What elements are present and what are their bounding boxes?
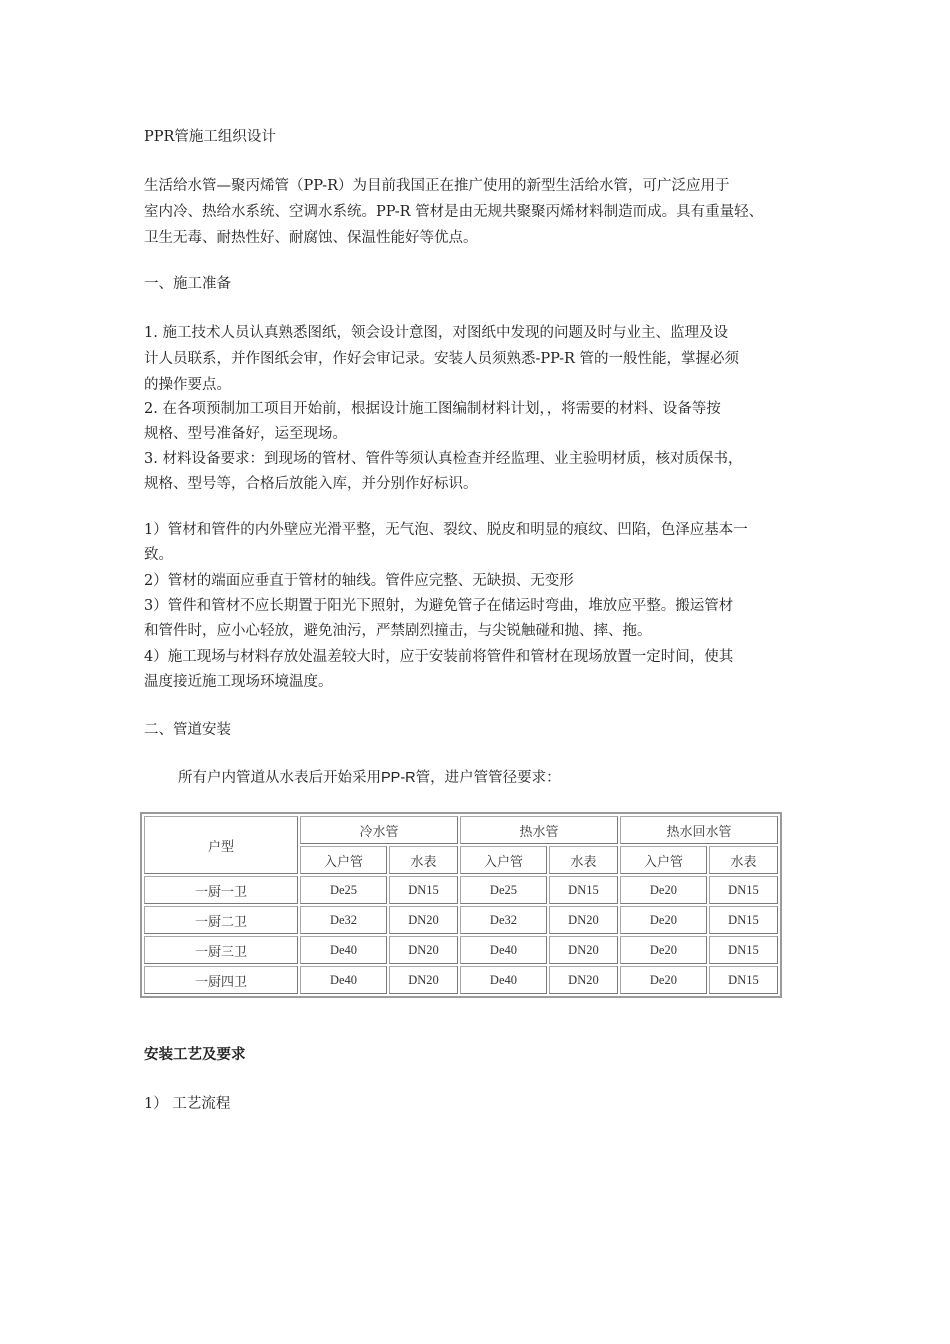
material-req-line: 温度接近施工现场环境温度。 xyxy=(144,674,333,690)
table-cell: De25 xyxy=(460,876,547,904)
table-cell: DN15 xyxy=(709,876,778,904)
table-cell: DN15 xyxy=(549,876,618,904)
table-cell: De32 xyxy=(300,906,387,934)
table-row xyxy=(144,876,778,904)
table-cell: DN15 xyxy=(709,906,778,934)
table-cell-unit: 一厨一卫 xyxy=(144,876,298,904)
table-cell: De20 xyxy=(620,876,707,904)
intro-line: 卫生无毒、耐热性好、耐腐蚀、保温性能好等优点。 xyxy=(144,230,478,246)
table-row xyxy=(144,966,778,994)
table-header-unit-type: 户型 xyxy=(144,816,298,874)
table-subheader: 入户管 xyxy=(620,846,707,874)
table-cell-unit: 一厨四卫 xyxy=(144,966,298,994)
material-req-line: 致。 xyxy=(144,547,173,563)
prep-item-line: 3. 材料设备要求：到现场的管材、管件等须认真检查并经监理、业主验明材质，核对质保书， xyxy=(144,451,743,467)
lead-text-pre: 所有户内管道从水表后开始采用 xyxy=(178,770,381,786)
table-header-hot-water: 热水管 xyxy=(460,816,618,844)
table-cell: De40 xyxy=(460,966,547,994)
table-cell: De40 xyxy=(460,936,547,964)
prep-item-line: 规格、型号准备好，运至现场。 xyxy=(144,426,347,442)
table-subheader: 水表 xyxy=(389,846,458,874)
table-cell: De25 xyxy=(300,876,387,904)
lead-text-ppr: PP-R xyxy=(381,770,416,786)
table-subheader: 入户管 xyxy=(300,846,387,874)
table-cell: DN15 xyxy=(709,966,778,994)
table-cell: DN20 xyxy=(389,906,458,934)
table-cell: De40 xyxy=(300,966,387,994)
prep-item-line: 1. 施工技术人员认真熟悉图纸，领会设计意图，对图纸中发现的问题及时与业主、监理及设 xyxy=(144,325,728,341)
prep-item-line: 2. 在各项预制加工项目开始前，根据设计施工图编制材料计划，，将需要的材料、设备等按 xyxy=(144,401,721,417)
table-cell: DN20 xyxy=(549,936,618,964)
table-cell-unit: 一厨三卫 xyxy=(144,936,298,964)
table-header-cold-water: 冷水管 xyxy=(300,816,458,844)
table-subheader: 水表 xyxy=(709,846,778,874)
prep-item-line: 的操作要点。 xyxy=(144,377,231,393)
table-row xyxy=(144,936,778,964)
material-req-line: 和管件时，应小心轻放，避免油污，严禁剧烈撞击，与尖锐触碰和抛、摔、拖。 xyxy=(144,623,652,639)
document-title: PPR管施工组织设计 xyxy=(144,129,276,145)
material-req-line: 4）施工现场与材料存放处温差较大时，应于安装前将管件和管材在现场放置一定时间，使其 xyxy=(144,649,734,665)
section-heading-process: 安装工艺及要求 xyxy=(144,1046,246,1063)
table-cell-unit: 一厨二卫 xyxy=(144,906,298,934)
table-cell: DN20 xyxy=(389,966,458,994)
table-cell: DN20 xyxy=(389,936,458,964)
table-cell: De20 xyxy=(620,966,707,994)
section-heading-installation: 二、管道安装 xyxy=(144,722,231,738)
table-subheader: 入户管 xyxy=(460,846,547,874)
intro-line: 室内冷、热给水系统、空调水系统。PP-R 管材是由无规共聚聚丙烯材料制造而成。具有重量轻、 xyxy=(144,204,764,220)
table-cell: De20 xyxy=(620,936,707,964)
table-row xyxy=(144,906,778,934)
pipe-diameter-lead xyxy=(178,766,561,790)
intro-line: 生活给水管—聚丙烯管（PP-R）为目前我国正在推广使用的新型生活给水管，可广泛应用于 xyxy=(144,178,730,194)
lead-text-post: 管，进户管管径要求： xyxy=(415,770,561,786)
material-req-line: 1）管材和管件的内外壁应光滑平整，无气泡、裂纹、脱皮和明显的痕纹、凹陷，色泽应基本一 xyxy=(144,522,748,538)
table-header-hot-return: 热水回水管 xyxy=(620,816,778,844)
table-cell: De40 xyxy=(300,936,387,964)
table-cell: DN20 xyxy=(549,966,618,994)
prep-item-line: 计人员联系，并作图纸会审，作好会审记录。安装人员须熟悉-PP-R 管的一般性能，掌握必须 xyxy=(144,351,740,367)
table-header-row xyxy=(144,816,778,844)
material-req-line: 3）管件和管材不应长期置于阳光下照射，为避免管子在储运时弯曲，堆放应平整。搬运管材 xyxy=(144,598,734,614)
material-req-line: 2）管材的端面应垂直于管材的轴线。管件应完整、无缺损、无变形 xyxy=(144,573,574,589)
section-heading-preparation: 一、施工准备 xyxy=(144,276,231,292)
table-cell: DN15 xyxy=(709,936,778,964)
table-cell: De20 xyxy=(620,906,707,934)
process-step-1: 1） 工艺流程 xyxy=(144,1096,231,1112)
prep-item-line: 规格、型号等，合格后放能入库，并分别作好标识。 xyxy=(144,476,478,492)
table-subheader: 水表 xyxy=(549,846,618,874)
table-cell: DN15 xyxy=(389,876,458,904)
table-cell: DN20 xyxy=(549,906,618,934)
pipe-diameter-table xyxy=(140,812,782,998)
table-cell: De32 xyxy=(460,906,547,934)
